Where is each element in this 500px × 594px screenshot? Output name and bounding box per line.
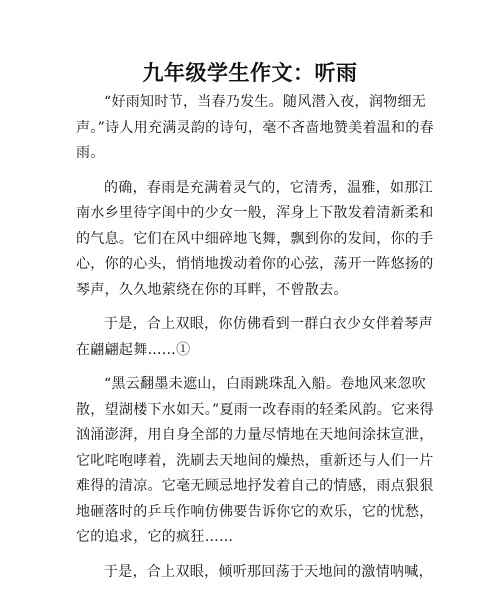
paragraph-line: 在翩翩起舞……① xyxy=(76,341,191,358)
paragraph-5 xyxy=(76,560,432,586)
paragraph-line: 它的追求，它的疯狂…… xyxy=(76,529,234,545)
paragraph-line: 声。”诗人用充满灵韵的诗句，毫不吝啬地赞美着温和的春 xyxy=(76,119,434,136)
paragraph-line: 于是，合上双眼，倾听那回荡于天地间的激情呐喊， xyxy=(104,563,433,580)
paragraph-line: “黑云翻墨未遮山，白雨跳珠乱入船。卷地风来忽吹 xyxy=(104,376,427,392)
paragraph-line: 于是，合上双眼，你仿佛看到一群白衣少女伴着琴声 xyxy=(104,316,433,332)
paragraph-line: 的确，春雨是充满着灵气的，它清秀，温雅，如那江 xyxy=(104,179,433,196)
paragraph-line: 心，你的心头，悄悄地拨动着你的心弦，荡开一阵悠扬的 xyxy=(76,256,434,272)
paragraph-1 xyxy=(76,90,432,167)
paragraph-line: 散，望湖楼下水如天。”夏雨一改春雨的轻柔风韵。它来得 xyxy=(76,401,434,418)
paragraph-4 xyxy=(76,372,432,551)
paragraph-2 xyxy=(76,176,432,304)
document-title: 九年级学生作文：听雨 xyxy=(142,61,358,85)
paragraph-line: 难得的清凉。它毫无顾忌地抒发着自己的情感，雨点狠狠 xyxy=(76,478,434,494)
paragraph-line: 南水乡里待字闺中的少女一般，浑身上下散发着清新柔和 xyxy=(76,205,434,221)
paragraph-line: 的气息。它们在风中细碎地飞舞，飘到你的发间，你的手 xyxy=(76,230,434,247)
document-body xyxy=(76,90,432,594)
paragraph-line: 汹涌澎湃，用自身全部的力量尽情地在天地间涂抹宣泄， xyxy=(76,427,434,443)
paragraph-line: 雨。 xyxy=(76,145,105,161)
paragraph-line: 地砸落时的乒乓作响仿佛要告诉你它的欢乐，它的忧愁， xyxy=(76,503,434,520)
paragraph-3 xyxy=(76,312,432,363)
paragraph-line: 琴声，久久地萦绕在你的耳畔，不曾散去。 xyxy=(76,281,348,298)
paragraph-line: 它叱咤咆哮着，洗刷去天地间的燥热，重新还与人们一片 xyxy=(76,452,434,469)
paragraph-line: “好雨知时节，当春乃发生。随风潜入夜，润物细无 xyxy=(104,94,427,110)
